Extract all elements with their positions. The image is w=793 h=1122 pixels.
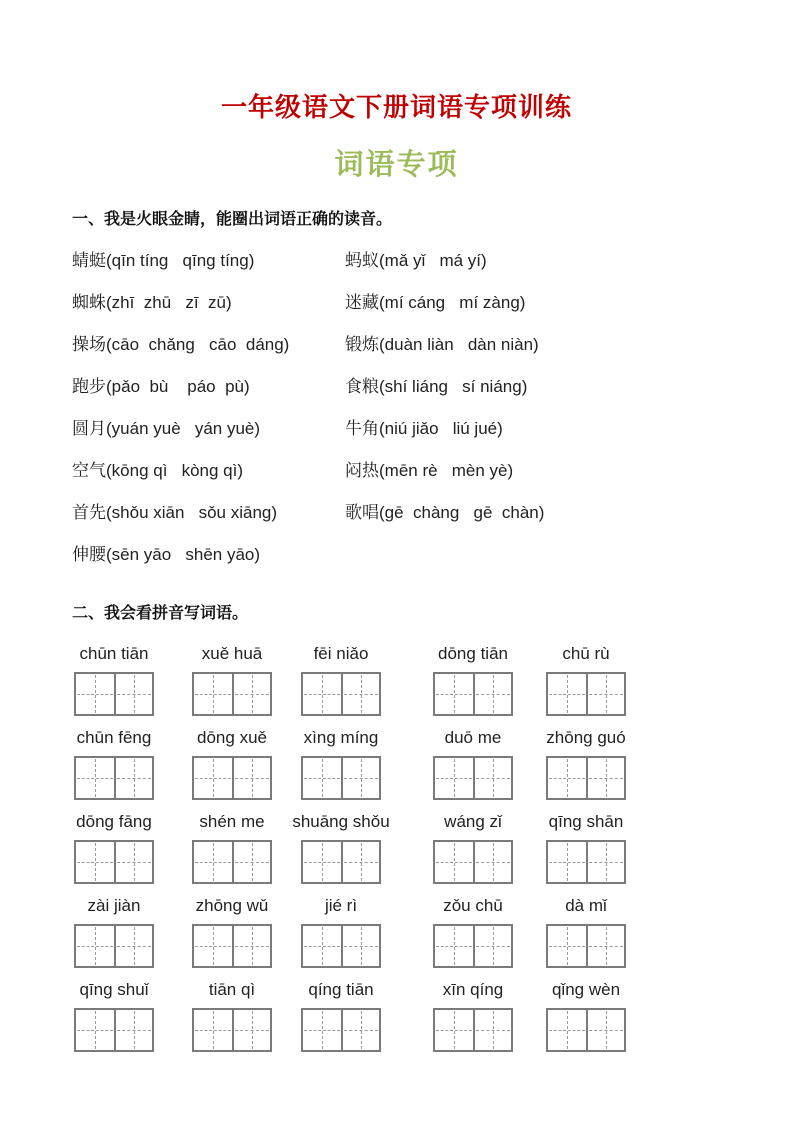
- writing-cell[interactable]: [232, 842, 270, 882]
- word-pronunciation-options[interactable]: 蚂蚁(mǎ yǐ má yí): [345, 251, 487, 270]
- pinyin-writing-unit: [301, 980, 381, 1052]
- writing-grid[interactable]: [301, 924, 381, 968]
- writing-grid[interactable]: [301, 840, 381, 884]
- pinyin-label: qīng shuǐ: [79, 980, 149, 999]
- writing-grid[interactable]: [74, 924, 154, 968]
- pinyin-label: tiān qì: [208, 980, 256, 999]
- pinyin-label: xīn qíng: [442, 980, 504, 999]
- pinyin-label: qīng shān: [548, 812, 624, 831]
- pinyin-writing-unit: [74, 644, 154, 716]
- word-pronunciation-options[interactable]: 伸腰(sēn yāo shēn yāo): [72, 545, 261, 564]
- pinyin-label: zhōng wǔ: [195, 896, 269, 915]
- pinyin-label: dōng xuě: [197, 728, 267, 747]
- pinyin-writing-unit: [74, 728, 154, 800]
- pronunciation-row: [72, 282, 793, 324]
- pinyin-writing-unit: [546, 896, 626, 968]
- word-pronunciation-options[interactable]: 跑步(pǎo bù páo pù): [72, 377, 250, 396]
- pinyin-label: dōng tiān: [438, 644, 508, 663]
- writing-cell[interactable]: [76, 674, 114, 714]
- word-pronunciation-options[interactable]: 牛角(niú jiǎo liú jué): [345, 419, 503, 438]
- pronunciation-row: [72, 450, 793, 492]
- writing-cell[interactable]: [586, 842, 624, 882]
- writing-grid[interactable]: [301, 1008, 381, 1052]
- writing-cell[interactable]: [435, 758, 473, 798]
- writing-cell[interactable]: [303, 674, 341, 714]
- pinyin-writing-unit: [292, 812, 390, 884]
- writing-cell[interactable]: [548, 926, 586, 966]
- writing-grid[interactable]: [546, 672, 626, 716]
- pinyin-writing-row: [0, 980, 793, 1052]
- writing-cell[interactable]: [341, 1010, 379, 1050]
- pinyin-label: shén me: [199, 812, 265, 831]
- word-pronunciation-options[interactable]: 蜘蛛(zhī zhū zī zū): [72, 293, 232, 312]
- pinyin-writing-unit: [74, 812, 154, 884]
- section2-heading: 二、我会看拼音写词语。: [72, 605, 249, 622]
- writing-cell[interactable]: [586, 926, 624, 966]
- writing-cell[interactable]: [303, 1010, 341, 1050]
- writing-cell[interactable]: [341, 842, 379, 882]
- pinyin-writing-unit: [74, 896, 154, 968]
- writing-cell[interactable]: [586, 1010, 624, 1050]
- writing-cell[interactable]: [435, 1010, 473, 1050]
- writing-grid[interactable]: [433, 756, 513, 800]
- pinyin-writing-row: [0, 896, 793, 968]
- writing-grid[interactable]: [192, 756, 272, 800]
- writing-cell[interactable]: [232, 674, 270, 714]
- pinyin-label: zài jiàn: [87, 896, 141, 915]
- writing-grid[interactable]: [74, 672, 154, 716]
- writing-cell[interactable]: [435, 926, 473, 966]
- writing-grid[interactable]: [546, 924, 626, 968]
- pinyin-writing-unit: [192, 812, 272, 884]
- writing-cell[interactable]: [76, 842, 114, 882]
- pinyin-label: chūn tiān: [79, 644, 149, 663]
- word-pronunciation-options[interactable]: 操场(cāo chǎng cāo dáng): [72, 335, 290, 354]
- pinyin-writing-unit: [301, 644, 381, 716]
- writing-cell[interactable]: [548, 674, 586, 714]
- pinyin-label: xìng míng: [303, 728, 379, 747]
- writing-grid[interactable]: [433, 672, 513, 716]
- writing-grid[interactable]: [433, 924, 513, 968]
- word-pronunciation-options[interactable]: 圆月(yuán yuè yán yuè): [72, 419, 261, 438]
- pinyin-writing-unit: [433, 896, 513, 968]
- pinyin-writing-unit: [301, 728, 381, 800]
- page-subtitle: 词语专项: [334, 149, 459, 181]
- writing-grid[interactable]: [192, 840, 272, 884]
- pinyin-label: chū rù: [562, 644, 610, 663]
- section1-heading: 一、我是火眼金睛，能圈出词语正确的读音。: [72, 211, 393, 228]
- pronunciation-row: [72, 492, 793, 534]
- writing-cell[interactable]: [194, 1010, 232, 1050]
- pinyin-writing-unit: [192, 896, 272, 968]
- pinyin-writing-unit: [546, 644, 626, 716]
- pronunciation-list: [72, 240, 793, 576]
- pinyin-writing-unit: [546, 980, 626, 1052]
- writing-grid[interactable]: [301, 756, 381, 800]
- word-pronunciation-options[interactable]: 空气(kōng qì kòng qì): [72, 461, 244, 480]
- word-pronunciation-options[interactable]: 闷热(mēn rè mèn yè): [345, 461, 514, 480]
- writing-cell[interactable]: [548, 842, 586, 882]
- writing-grid[interactable]: [192, 1008, 272, 1052]
- writing-grid[interactable]: [546, 840, 626, 884]
- pinyin-label: dōng fāng: [76, 812, 152, 831]
- writing-cell[interactable]: [114, 842, 152, 882]
- word-pronunciation-options[interactable]: 歌唱(gē chàng gē chàn): [345, 503, 545, 522]
- writing-cell[interactable]: [473, 674, 511, 714]
- writing-cell[interactable]: [76, 758, 114, 798]
- writing-cell[interactable]: [303, 758, 341, 798]
- writing-cell[interactable]: [194, 674, 232, 714]
- writing-cell[interactable]: [114, 926, 152, 966]
- pinyin-label: zǒu chū: [443, 896, 503, 915]
- writing-cell[interactable]: [194, 926, 232, 966]
- pinyin-writing-unit: [192, 980, 272, 1052]
- writing-cell[interactable]: [114, 758, 152, 798]
- pronunciation-row: [72, 240, 793, 282]
- word-pronunciation-options[interactable]: 迷藏(mí cáng mí zàng): [345, 293, 526, 312]
- pinyin-label: zhōng guó: [546, 728, 626, 747]
- writing-cell[interactable]: [114, 1010, 152, 1050]
- writing-cell[interactable]: [341, 758, 379, 798]
- pinyin-writing-row: [0, 644, 793, 716]
- writing-cell[interactable]: [114, 674, 152, 714]
- pinyin-writing-row: [0, 728, 793, 800]
- writing-grid[interactable]: [74, 756, 154, 800]
- writing-grid[interactable]: [192, 672, 272, 716]
- pronunciation-row: [72, 408, 793, 450]
- writing-cell[interactable]: [194, 758, 232, 798]
- writing-grid[interactable]: [546, 1008, 626, 1052]
- pinyin-writing-unit: [433, 728, 513, 800]
- writing-cell[interactable]: [303, 926, 341, 966]
- writing-grid[interactable]: [301, 672, 381, 716]
- pinyin-writing-unit: [433, 980, 513, 1052]
- pinyin-writing-unit: [74, 980, 154, 1052]
- pronunciation-row: [72, 366, 793, 408]
- writing-grid[interactable]: [546, 756, 626, 800]
- pinyin-label: chūn fēng: [76, 728, 152, 747]
- writing-cell[interactable]: [76, 926, 114, 966]
- writing-grid[interactable]: [433, 840, 513, 884]
- page-title: 一年级语文下册词语专项训练: [220, 92, 572, 122]
- writing-grid[interactable]: [74, 1008, 154, 1052]
- pinyin-writing-unit: [433, 644, 513, 716]
- writing-cell[interactable]: [586, 758, 624, 798]
- pinyin-label: jié rì: [324, 896, 358, 915]
- pinyin-writing-unit: [433, 812, 513, 884]
- pinyin-writing-unit: [546, 812, 626, 884]
- pinyin-label: fēi niǎo: [313, 644, 369, 663]
- pinyin-writing-unit: [192, 728, 272, 800]
- writing-cell[interactable]: [473, 1010, 511, 1050]
- pinyin-label: shuāng shǒu: [292, 812, 390, 831]
- writing-cell[interactable]: [548, 758, 586, 798]
- pinyin-writing-unit: [546, 728, 626, 800]
- word-pronunciation-options[interactable]: 食粮(shí liáng sí niáng): [345, 377, 528, 396]
- pinyin-writing-unit: [301, 896, 381, 968]
- writing-cell[interactable]: [341, 926, 379, 966]
- writing-cell[interactable]: [435, 842, 473, 882]
- writing-grid[interactable]: [192, 924, 272, 968]
- writing-cell[interactable]: [473, 758, 511, 798]
- pinyin-label: qíng tiān: [308, 980, 374, 999]
- pinyin-label: dà mǐ: [565, 896, 607, 915]
- writing-cell[interactable]: [435, 674, 473, 714]
- writing-cell[interactable]: [232, 1010, 270, 1050]
- writing-cell[interactable]: [341, 674, 379, 714]
- pinyin-writing-section: [0, 644, 793, 1052]
- writing-cell[interactable]: [548, 1010, 586, 1050]
- pinyin-writing-unit: [192, 644, 272, 716]
- writing-cell[interactable]: [303, 842, 341, 882]
- pinyin-label: qǐng wèn: [551, 980, 621, 999]
- writing-cell[interactable]: [232, 758, 270, 798]
- writing-cell[interactable]: [194, 842, 232, 882]
- writing-cell[interactable]: [232, 926, 270, 966]
- word-pronunciation-options[interactable]: 首先(shǒu xiān sǒu xiāng): [72, 503, 278, 522]
- pinyin-label: xuě huā: [201, 644, 263, 663]
- pinyin-label: duō me: [444, 728, 502, 747]
- writing-cell[interactable]: [586, 674, 624, 714]
- word-pronunciation-options[interactable]: 蜻蜓(qīn tíng qīng tíng): [72, 251, 255, 270]
- pronunciation-row: [72, 534, 793, 576]
- word-pronunciation-options[interactable]: 锻炼(duàn liàn dàn niàn): [345, 335, 539, 354]
- pinyin-writing-row: [0, 812, 793, 884]
- writing-cell[interactable]: [473, 842, 511, 882]
- pinyin-label: wáng zǐ: [444, 812, 502, 831]
- pronunciation-row: [72, 324, 793, 366]
- writing-grid[interactable]: [74, 840, 154, 884]
- writing-cell[interactable]: [473, 926, 511, 966]
- writing-grid[interactable]: [433, 1008, 513, 1052]
- writing-cell[interactable]: [76, 1010, 114, 1050]
